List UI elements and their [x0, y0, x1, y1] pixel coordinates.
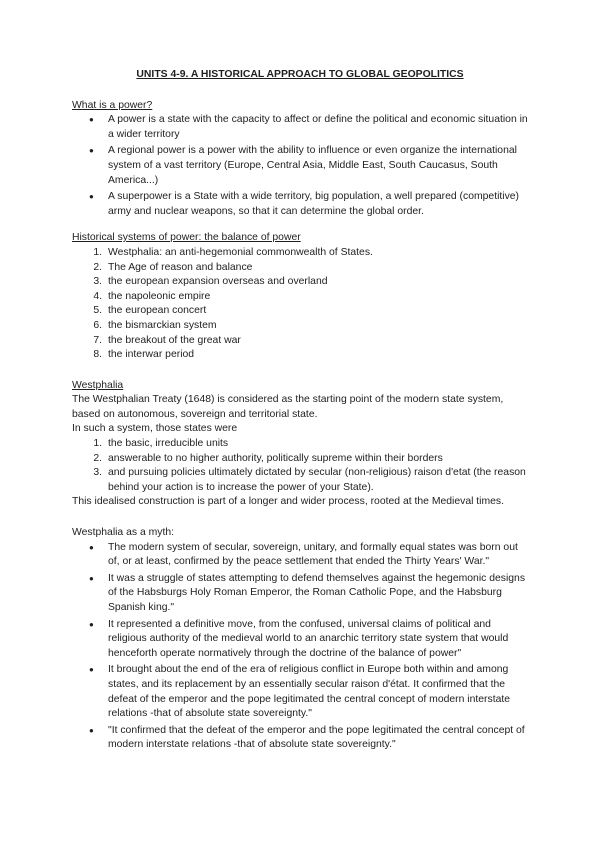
list-item: 8. the interwar period	[93, 349, 195, 361]
list-item: ● It was a struggle of states attempting to defend themselves against the hegemonic designs of the Habsburgs Holy Roman Emperor, the Roman Catholic Pope, and the Habsburg Spanish king."	[72, 572, 528, 616]
power-bullet-list	[72, 113, 528, 219]
list-item: 3. and pursuing policies ultimately dictated by secular (non-religious) raison d'etat (the reason behind your action is to increase the power of your State).	[93, 467, 526, 493]
list-item: ● "It confirmed that the defeat of the emperor and the pope legitimated the central concept of modern interstate relations -that of absolute state sovereignty."	[72, 724, 528, 753]
list-item: ● A regional power is a power with the ability to influence or even organize the international system of a vast territory (Europe, Central Asia, Middle East, South Caucasus, South America...)	[72, 144, 528, 188]
list-item: ● It brought about the end of the era of religious conflict in Europe both within and among states, and its replacement by an essentially secular raison d'état. It confirmed that the defeat of the emperor and the pope legitimated the central concept of modern interstate relations -that of absolute state sovereignty."	[72, 663, 528, 721]
heading-westphalia: Westphalia	[72, 379, 124, 391]
list-item: ● A superpower is a State with a wide territory, big population, a well prepared (competitive) army and nuclear weapons, so that it can determine the global order.	[72, 190, 528, 219]
document-page	[72, 68, 528, 755]
westphalia-closing: This idealised construction is part of a longer and wider process, rooted at the Medieval times.	[72, 496, 505, 508]
list-item: 7. the breakout of the great war	[93, 334, 241, 346]
heading-historical-systems: Historical systems of power: the balance of power	[72, 232, 301, 244]
list-item: 1. Westphalia: an anti-hegemonial commonwealth of States.	[93, 246, 373, 258]
westphalia-intro: The Westphalian Treaty (1648) is considered as the starting point of the modern state system, based on autonomous, sovereign and territorial state.	[72, 394, 504, 420]
myth-bullet-list	[72, 541, 528, 753]
list-item: 2. answerable to no higher authority, politically supreme within their borders	[93, 452, 443, 464]
list-item: ● The modern system of secular, sovereign, unitary, and formally equal states was born out of, or at least, confirmed by the peace settlement that ended the Thirty Years' War."	[72, 541, 528, 570]
list-item: ● It represented a definitive move, from the confused, universal claims of political and religious authority of the medieval world to an anarchic territory state system that would henceforth operate normatively through the doctrine of the balance of power"	[72, 618, 528, 662]
heading-what-is-power: What is a power?	[72, 99, 153, 111]
page-title: UNITS 4-9. A HISTORICAL APPROACH TO GLOBAL GEOPOLITICS	[136, 69, 464, 80]
list-item: 6. the bismarckian system	[93, 319, 217, 331]
list-item: 4. the napoleonic empire	[93, 290, 211, 302]
list-item: 2. The Age of reason and balance	[93, 261, 253, 273]
westphalia-numbered-list	[72, 437, 528, 495]
list-item: 1. the basic, irreducible units	[93, 438, 229, 450]
westphalia-lead: In such a system, those states were	[72, 423, 238, 435]
systems-numbered-list	[72, 246, 528, 363]
list-item: 3. the european expansion overseas and overland	[93, 276, 328, 288]
heading-westphalia-myth: Westphalia as a myth:	[72, 527, 175, 539]
list-item: ● A power is a state with the capacity to affect or define the political and economic situation in a wider territory	[72, 113, 528, 142]
list-item: 5. the european concert	[93, 305, 207, 317]
